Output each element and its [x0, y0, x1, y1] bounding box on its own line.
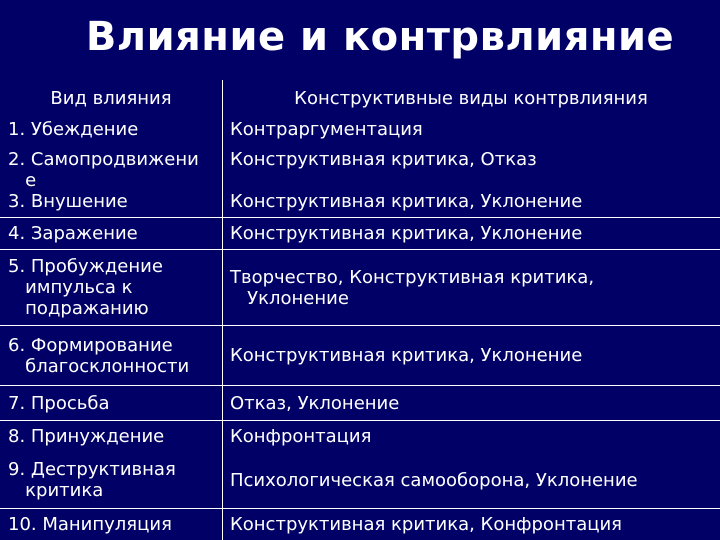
counter-influence-cell: Конструктивная критика, Уклонение: [230, 190, 583, 212]
table-row: [0, 185, 720, 217]
table-row: [0, 217, 720, 249]
table-row: [0, 508, 720, 540]
counter-influence-cell: Отказ, Уклонение: [230, 392, 400, 414]
influence-type-cell: 10. Манипуляция: [8, 514, 172, 535]
counter-influence-cell: Конструктивная критика, Конфронтация: [230, 514, 623, 535]
counter-influence-cell: Конфронтация: [230, 426, 372, 447]
influence-type-cell: 7. Просьба: [8, 392, 110, 414]
counter-influence-cell: Конструктивная критика, Уклонение: [230, 345, 583, 366]
influence-type-cell: 1. Убеждение: [8, 119, 139, 140]
influence-type-cell: 5. Пробуждение импульса к подражанию: [8, 256, 163, 319]
table-row: [0, 385, 720, 420]
influence-type-cell: 9. Деструктивная критика: [8, 459, 176, 501]
influence-type-cell: 4. Заражение: [8, 223, 138, 244]
influence-type-cell: 2. Самопродвижени е: [8, 149, 199, 191]
page-title: Влияние и контрвлияние: [85, 14, 675, 60]
influence-type-cell: 6. Формирование благосклонности: [8, 334, 190, 377]
counter-influence-cell: Конструктивная критика, Отказ: [230, 149, 537, 170]
header-counter-influence: Конструктивные виды контрвлияния: [294, 88, 648, 109]
table-row: [0, 420, 720, 452]
counter-influence-cell: Психологическая самооборона, Уклонение: [230, 469, 638, 491]
table-row: [0, 147, 720, 191]
influence-type-cell: 3. Внушение: [8, 190, 128, 212]
table-row: [0, 452, 720, 508]
influence-table: [0, 80, 720, 540]
table-row: [0, 117, 720, 147]
counter-influence-cell: Контраргументация: [230, 119, 423, 140]
influence-type-cell: 8. Принуждение: [8, 426, 165, 447]
table-row: [0, 325, 720, 385]
table-header-row: [0, 80, 720, 117]
counter-influence-cell: Творчество, Конструктивная критика, Уклонение: [230, 266, 595, 309]
header-influence-type: Вид влияния: [50, 88, 172, 109]
table-row: [0, 249, 720, 325]
counter-influence-cell: Конструктивная критика, Уклонение: [230, 223, 583, 244]
